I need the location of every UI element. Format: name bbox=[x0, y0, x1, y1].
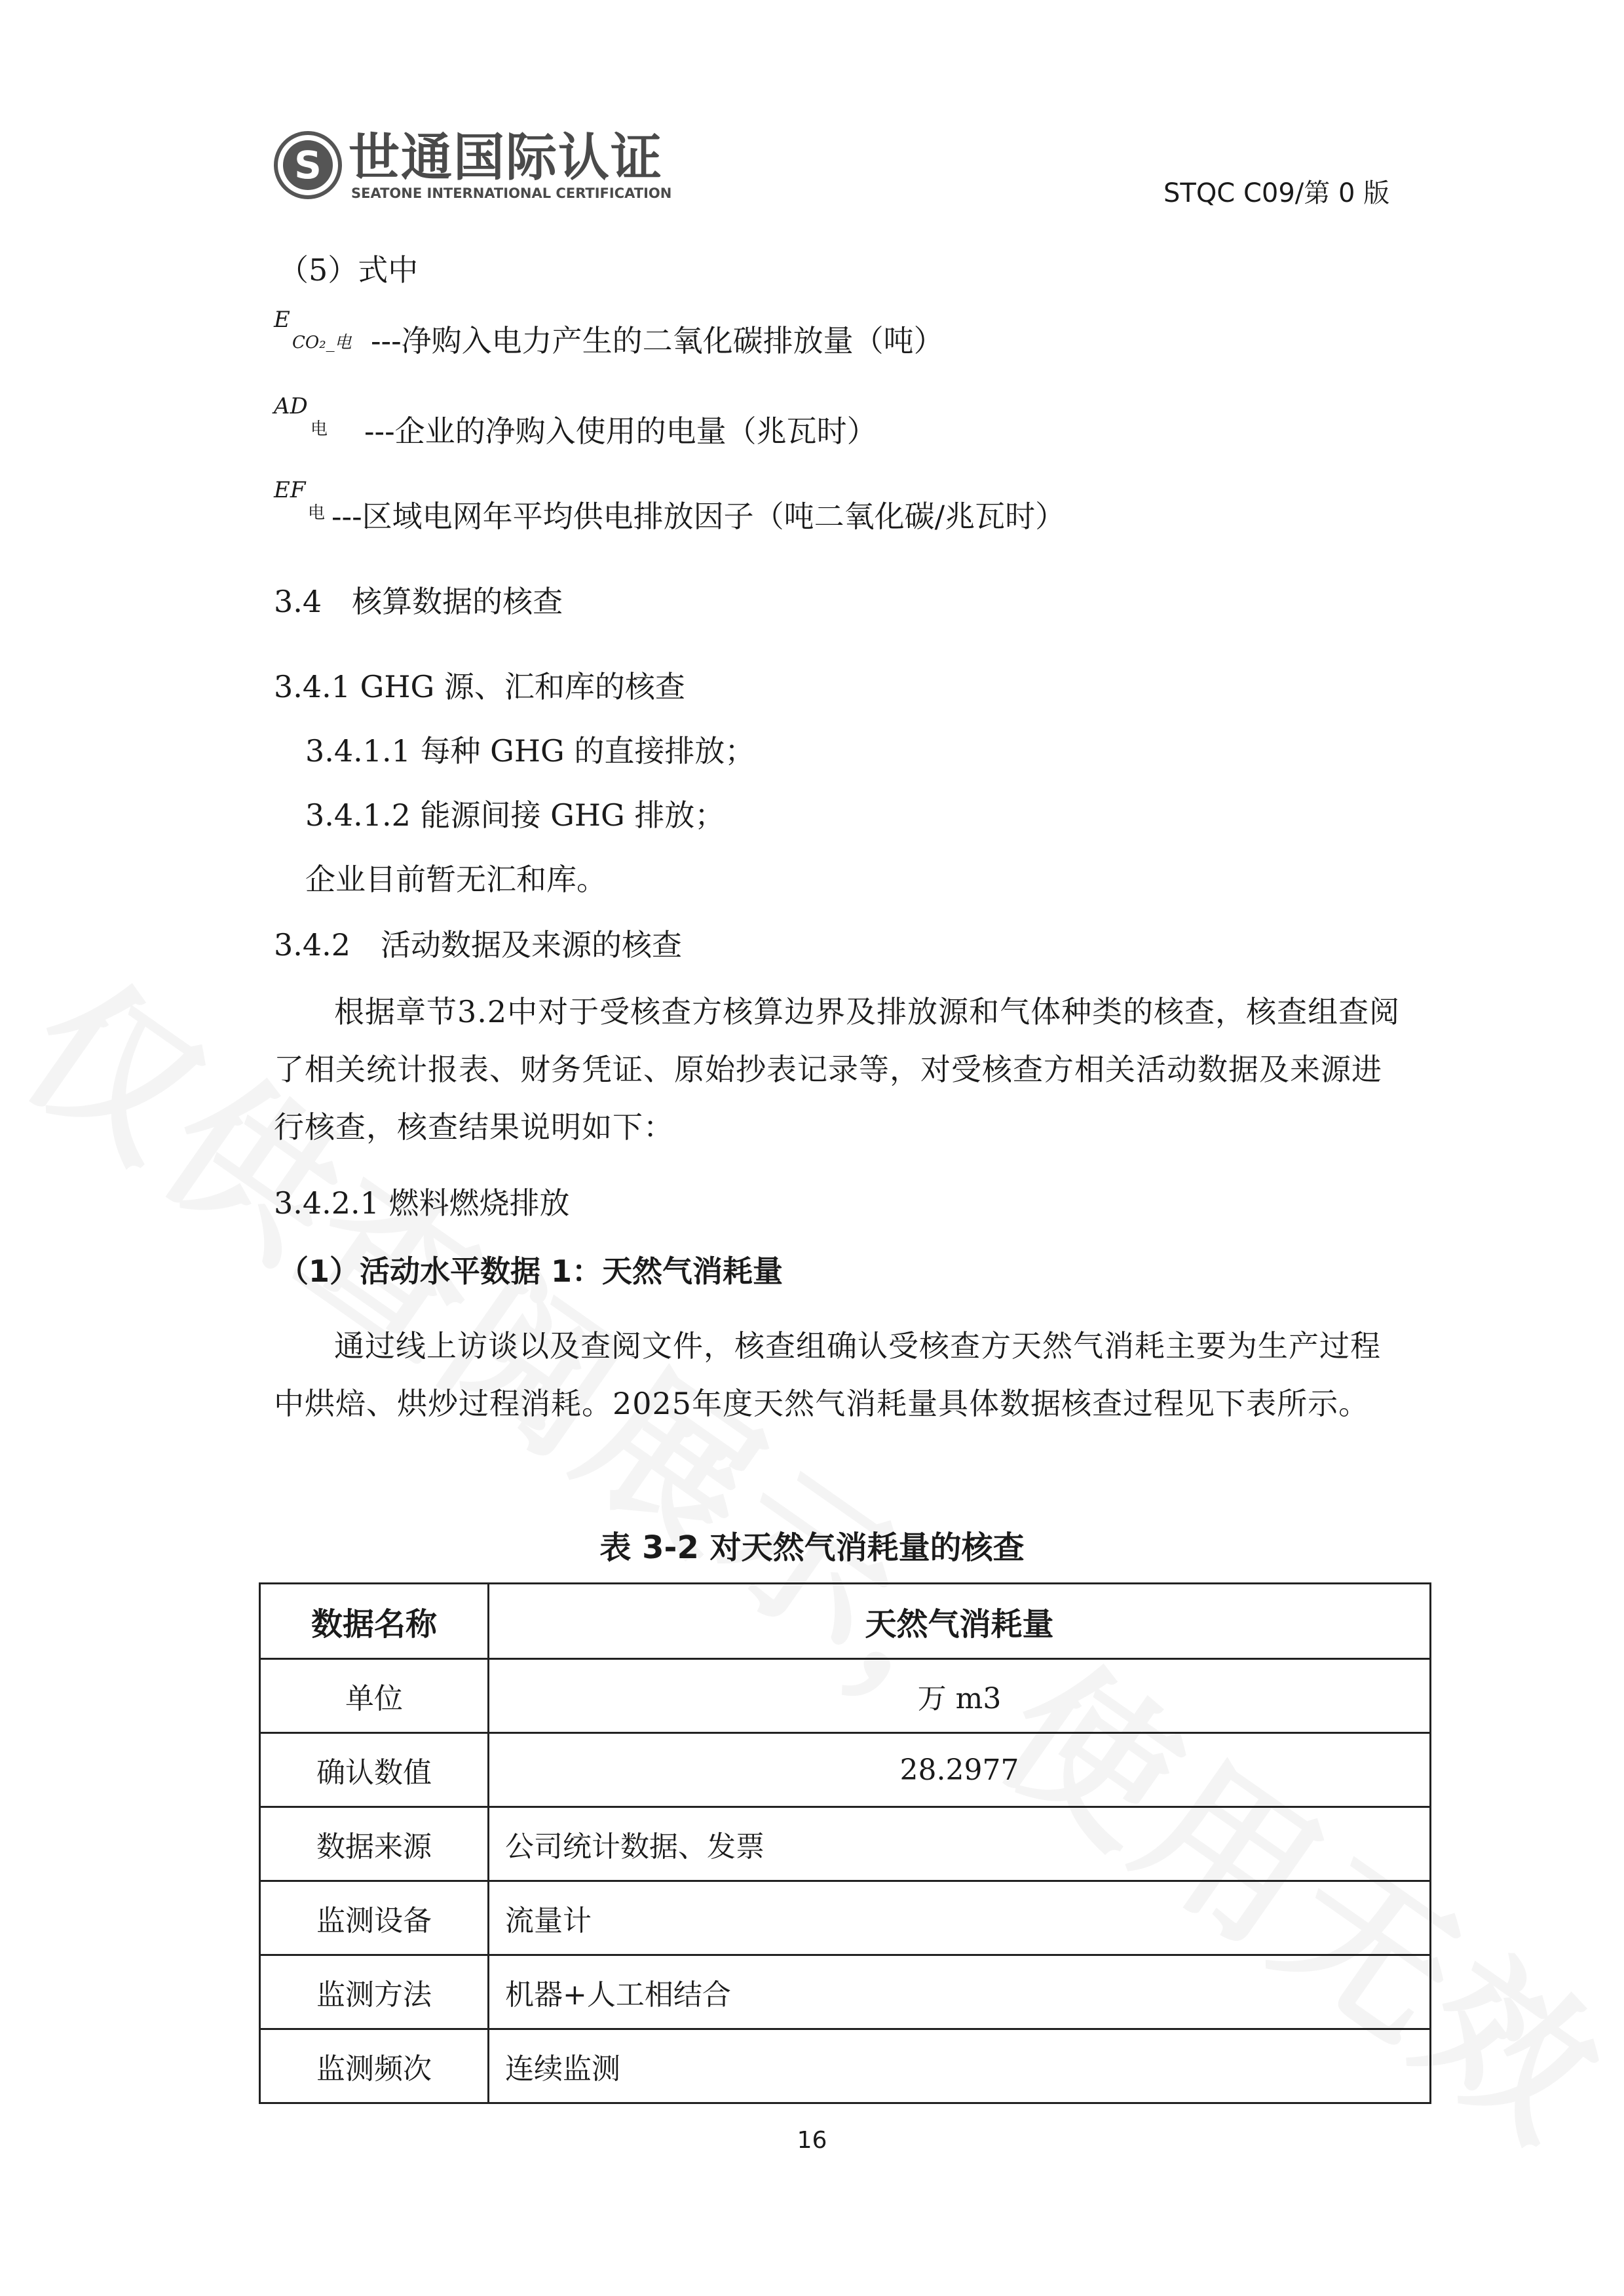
section-3-4-2-1: 3.4.2.1 燃料燃烧排放 bbox=[274, 1185, 570, 1221]
row-value: 流量计 bbox=[489, 1881, 1431, 1955]
header-cell-name: 数据名称 bbox=[260, 1584, 489, 1659]
row-value: 万 m3 bbox=[489, 1659, 1431, 1733]
section-3-4-1-1: 3.4.1.1 每种 GHG 的直接排放； bbox=[305, 733, 755, 769]
symbol-e-sub: CO₂_电 bbox=[292, 333, 352, 353]
symbol-ad: AD bbox=[274, 393, 308, 419]
table-row bbox=[260, 1881, 1431, 1955]
paragraph-3-4-2-text: 根据章节3.2中对于受核查方核算边界及排放源和气体种类的核查，核查组查阅了相关统计报表、财务凭证、原始抄表记录等，对受核查方相关活动数据及来源进行核查，核查结果说明如下： bbox=[274, 994, 1401, 1145]
symbol-ad-sub: 电 bbox=[311, 419, 328, 439]
table-caption: 表 3-2 对天然气消耗量的核查 bbox=[599, 1529, 1025, 1566]
header-cell-value: 天然气消耗量 bbox=[489, 1584, 1431, 1659]
row-label: 监测设备 bbox=[260, 1881, 489, 1955]
document-number: STQC C09/第 0 版 bbox=[1163, 178, 1390, 208]
row-label: 监测方法 bbox=[260, 1955, 489, 2029]
def-e-text: ---净购入电力产生的二氧化碳排放量（吨） bbox=[371, 323, 944, 358]
row-label: 确认数值 bbox=[260, 1733, 489, 1807]
table-row bbox=[260, 1733, 1431, 1807]
table-header-row bbox=[260, 1584, 1431, 1659]
company-logo-icon bbox=[274, 131, 342, 199]
paragraph-activity-text: 通过线上访谈以及查阅文件，核查组确认受核查方天然气消耗主要为生产过程中烘焙、烘炒过程消耗。2025年度天然气消耗量具体数据核查过程见下表所示。 bbox=[274, 1328, 1381, 1421]
section-3-4-2: 3.4.2 活动数据及来源的核查 bbox=[274, 927, 683, 963]
row-label: 监测频次 bbox=[260, 2029, 489, 2103]
table-row bbox=[260, 1659, 1431, 1733]
section-3-4-1: 3.4.1 GHG 源、汇和库的核查 bbox=[274, 669, 685, 704]
table-row bbox=[260, 1955, 1431, 2029]
row-label: 数据来源 bbox=[260, 1807, 489, 1881]
activity-data-title: （1）活动水平数据 1：天然气消耗量 bbox=[278, 1253, 784, 1289]
table-row bbox=[260, 1807, 1431, 1881]
symbol-ef-sub: 电 bbox=[308, 503, 326, 523]
def-ef-text: ---区域电网年平均供电排放因子（吨二氧化碳/兆瓦时） bbox=[331, 499, 1066, 534]
symbol-e: E bbox=[274, 307, 290, 333]
row-value: 公司统计数据、发票 bbox=[489, 1807, 1431, 1881]
def-ad-text: ---企业的净购入使用的电量（兆瓦时） bbox=[364, 413, 877, 449]
formula-intro: （5）式中 bbox=[278, 252, 419, 288]
section-3-4-1-2: 3.4.1.2 能源间接 GHG 排放； bbox=[305, 797, 725, 833]
row-value: 连续监测 bbox=[489, 2029, 1431, 2103]
paragraph-3-4-2 bbox=[274, 983, 1401, 1156]
symbol-ef: EF bbox=[274, 477, 306, 503]
paragraph-activity bbox=[274, 1317, 1401, 1432]
page-number: 16 bbox=[797, 2127, 827, 2154]
section-3-4: 3.4 核算数据的核查 bbox=[274, 584, 563, 619]
logo-chinese-name: 世通国际认证 bbox=[349, 128, 664, 187]
logo-letter: S bbox=[283, 140, 333, 190]
natural-gas-table bbox=[259, 1582, 1431, 2104]
logo-english-name: SEATONE INTERNATIONAL CERTIFICATION bbox=[351, 185, 672, 201]
row-value: 28.2977 bbox=[489, 1733, 1431, 1807]
row-label: 单位 bbox=[260, 1659, 489, 1733]
no-sink-note: 企业目前暂无汇和库。 bbox=[305, 862, 607, 897]
table-row bbox=[260, 2029, 1431, 2103]
row-value: 机器+人工相结合 bbox=[489, 1955, 1431, 2029]
